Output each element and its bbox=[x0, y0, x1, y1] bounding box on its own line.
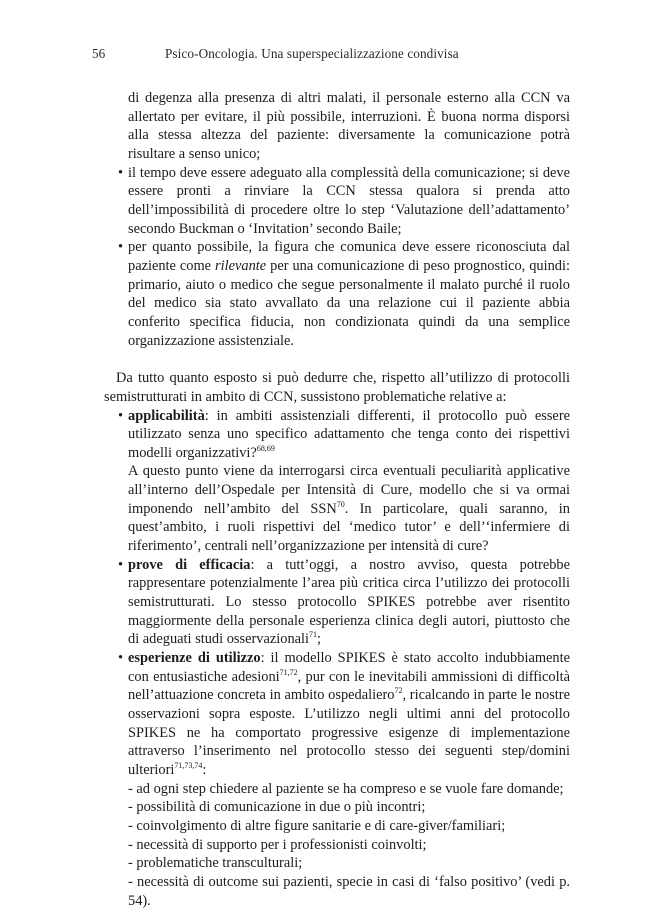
list-item-text: : il modello SPIKES è stato accolto indubbiamente con entusiastiche adesioni bbox=[128, 650, 570, 685]
list-item-text: per quanto possibile, la figura che comunica deve essere riconosciuta dal paziente come bbox=[128, 239, 570, 274]
followup-paragraph bbox=[104, 462, 570, 555]
emphasis-text: rilevante bbox=[215, 257, 267, 274]
dash-list-item: - possibilità di comunicazione in due o più incontri; bbox=[128, 799, 426, 816]
footnote-ref: 72 bbox=[394, 686, 403, 696]
list-item-text: per una comunicazione di peso prognostico, quindi: primario, aiuto o medico che segue personalmente il malato purché il ruolo del medico sia stato avvallato da una relazione cui il paziente abbia conferito specifica fiducia, non condizionata quindi da una semplice organizzazione assistenziale. bbox=[128, 257, 570, 349]
footnote-ref: 71,73,74 bbox=[174, 760, 203, 770]
paragraph-spacer bbox=[104, 350, 570, 369]
footnote-ref: 70 bbox=[336, 499, 345, 509]
item-label: applicabilità bbox=[128, 407, 205, 424]
page-body bbox=[104, 89, 570, 910]
item-label: esperienze di utilizzo bbox=[128, 650, 261, 667]
followup-text: A questo punto viene da interrogarsi circa eventuali peculiarità applicative all’interno dell’Ospedale per Intensità di Cure, modello che si va ormai imponendo nell’ambito del SSN bbox=[128, 463, 570, 517]
bullet-mark: • bbox=[118, 407, 124, 424]
dash-list-item: - necessità di supporto per i professionisti coinvolti; bbox=[128, 836, 427, 853]
list-item bbox=[104, 556, 570, 649]
bullet-mark: • bbox=[118, 164, 124, 181]
list-item bbox=[104, 649, 570, 780]
continued-paragraph: di degenza alla presenza di altri malati, il personale esterno alla CCN va allertato per evitare, il più possibile, interruzioni. È buona norma disporsi alla stessa altezza del paziente: diversamente la comunicazione potrà risultare a senso unico; bbox=[128, 90, 570, 162]
footnote-ref: 71,72 bbox=[279, 667, 298, 677]
list-item-text: : bbox=[202, 761, 207, 778]
list-item-text: il tempo deve essere adeguato alla complessità della comunicazione; si deve essere pronti a rinviare la CCN stessa qualora si prenda atto dell’impossibilità di procedere oltre lo step ‘Valutazione dell’adattamento’ secondo Buckman o ‘Invitation’ secondo Baile; bbox=[128, 164, 570, 237]
list-item-text: : a tutt’oggi, a nostro avviso, questa potrebbe rappresentare potenzialmente l’area più critica circa l’utilizzo dei protocolli semistrutturati. Lo stesso protocollo SPIKES potrebbe aver risentito maggiormente della personale esperienza clinica degli autori, piuttosto che di adeguati studi osservazionali bbox=[128, 556, 570, 648]
bullet-mark: • bbox=[118, 650, 124, 667]
bullet-mark: • bbox=[118, 556, 124, 573]
bullet-mark: • bbox=[118, 239, 124, 256]
dash-list-item: - necessità di outcome sui pazienti, specie in casi di ‘falso positivo’ (vedi p. 54). bbox=[128, 873, 570, 909]
followup-text: . In particolare, quali saranno, in quest’ambito, i ruoli rispettivi del ‘medico tutor’ e dell’‘infermiere di riferimento’, centrali nell’organizzazione per intensità di cure? bbox=[128, 500, 570, 555]
item-label: prove di efficacia bbox=[128, 556, 251, 573]
list-item bbox=[104, 164, 570, 239]
running-title: Psico-Oncologia. Una superspecializzazione condivisa bbox=[165, 46, 459, 61]
dash-list-item: - coinvolgimento di altre figure sanitarie e di care-giver/familiari; bbox=[128, 817, 506, 834]
list-item-text: : in ambiti assistenziali differenti, il protocollo può essere utilizzato senza uno specifico adattamento che tenga conto dei rispettivi modelli organizzativi? bbox=[128, 407, 570, 461]
intro-paragraph: Da tutto quanto esposto si può dedurre che, rispetto all’utilizzo di protocolli semistrutturati in ambito di CCN, sussistono problematiche relative a: bbox=[104, 370, 570, 405]
list-item-text: , pur con le inevitabili ammissioni di difficoltà nell’attuazione concreta in ambito ospedaliero bbox=[128, 668, 570, 704]
footnote-ref: 71 bbox=[309, 630, 318, 640]
dash-list-item: - problematiche transculturali; bbox=[128, 855, 303, 872]
page-number: 56 bbox=[92, 46, 106, 61]
list-item-text: , ricalcando in parte le nostre osservazioni sopra esposte. L’utilizzo negli ultimi anni del protocollo SPIKES ne ha comportato progressive esigenze di implementazione attraverso l’inserimento nel protocollo stesso dei seguenti step/domini ulteriori bbox=[128, 687, 570, 778]
list-item bbox=[104, 238, 570, 350]
footnote-ref: 68,69 bbox=[256, 443, 275, 453]
list-item-text: ; bbox=[317, 631, 322, 648]
dash-list-item: - ad ogni step chiedere al paziente se ha compreso e se vuole fare domande; bbox=[128, 780, 564, 797]
list-item bbox=[104, 407, 570, 463]
